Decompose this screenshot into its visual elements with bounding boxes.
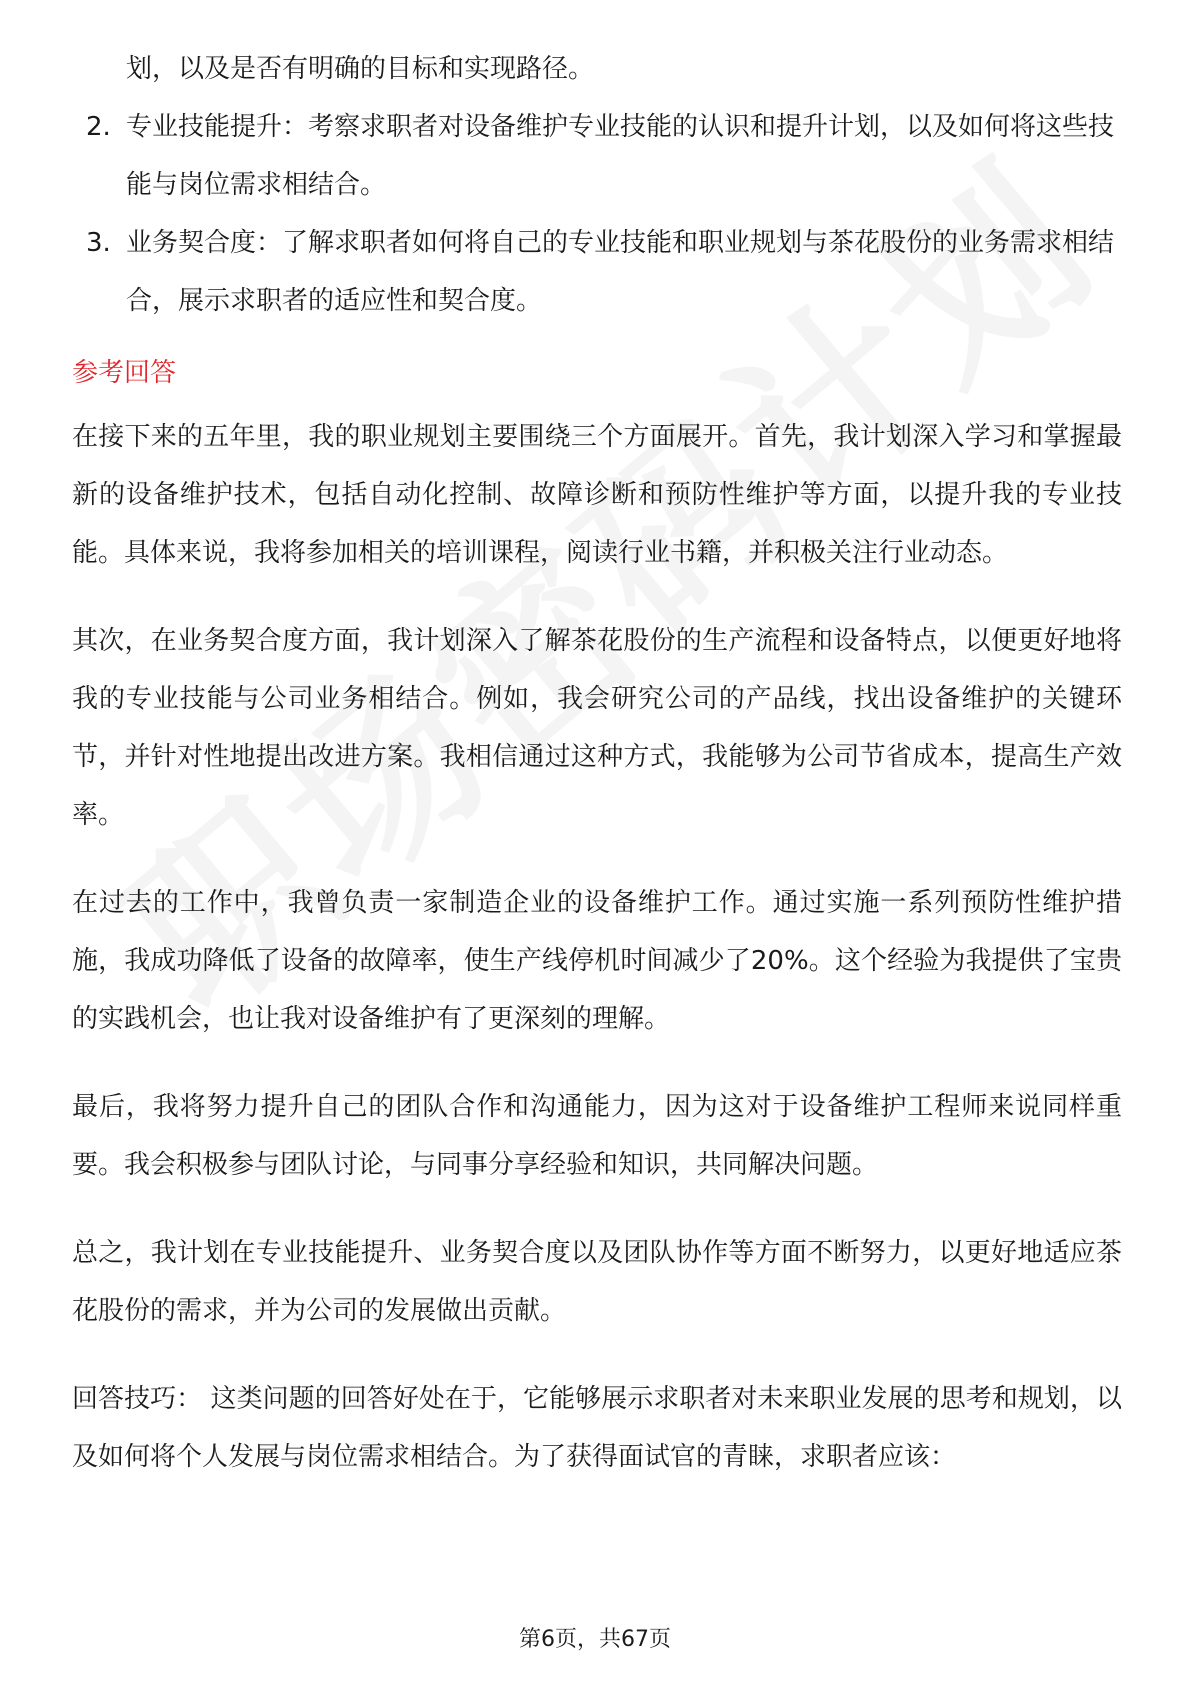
paragraph: 在过去的工作中，我曾负责一家制造企业的设备维护工作。通过实施一系列预防性维护措施，我成功降低了设备的故障率，使生产线停机时间减少了20%。这个经验为我提供了宝贵的实践机会，也让我对设备维护有了更深刻的理解。 xyxy=(72,888,1122,1034)
paragraph: 总之，我计划在专业技能提升、业务契合度以及团队协作等方面不断努力，以更好地适应茶花股份的需求，并为公司的发展做出贡献。 xyxy=(72,1238,1122,1326)
paragraph: 在接下来的五年里，我的职业规划主要围绕三个方面展开。首先，我计划深入学习和掌握最新的设备维护技术，包括自动化控制、故障诊断和预防性维护等方面，以提升我的专业技能。具体来说，我将参加相关的培训课程，阅读行业书籍，并积极关注行业动态。 xyxy=(72,422,1122,568)
paragraph: 其次，在业务契合度方面，我计划深入了解茶花股份的生产流程和设备特点，以便更好地将我的专业技能与公司业务相结合。例如，我会研究公司的产品线，找出设备维护的关键环节，并针对性地提出改进方案。我相信通过这种方式，我能够为公司节省成本，提高生产效率。 xyxy=(72,626,1122,830)
list-item-1-continuation xyxy=(72,40,1122,98)
list-item-3 xyxy=(72,214,1122,330)
section-heading: 参考回答 xyxy=(72,358,177,388)
list-item-text: 专业技能提升：考察求职者对设备维护专业技能的认识和提升计划，以及如何将这些技能与岗位需求相结合。 xyxy=(126,112,1115,200)
list-item-number: 3. xyxy=(86,228,111,258)
page-content xyxy=(72,40,1122,1516)
page-footer: 第6页，共67页 xyxy=(519,1627,671,1652)
list-item-2 xyxy=(72,98,1122,214)
paragraph: 最后，我将努力提升自己的团队合作和沟通能力，因为这对于设备维护工程师来说同样重要。我会积极参与团队讨论，与同事分享经验和知识，共同解决问题。 xyxy=(72,1092,1122,1180)
paragraph: 回答技巧： 这类问题的回答好处在于，它能够展示求职者对未来职业发展的思考和规划，以及如何将个人发展与岗位需求相结合。为了获得面试官的青睐，求职者应该： xyxy=(72,1384,1122,1472)
list-item-text: 划，以及是否有明确的目标和实现路径。 xyxy=(126,54,595,84)
list-item-number: 2. xyxy=(86,112,111,142)
list-item-text: 业务契合度：了解求职者如何将自己的专业技能和职业规划与茶花股份的业务需求相结合，展示求职者的适应性和契合度。 xyxy=(126,228,1115,316)
